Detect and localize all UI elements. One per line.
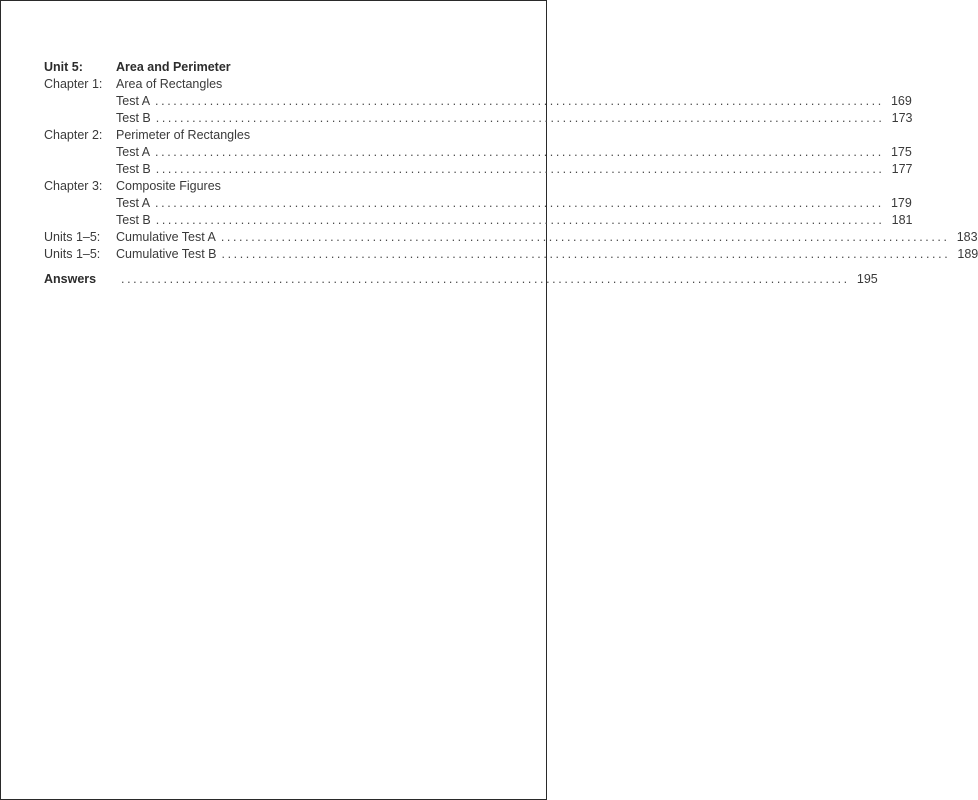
dot-leader: ........................................................................................................................ [155, 162, 885, 176]
page-number: 179 [890, 196, 912, 210]
dot-leader: ........................................................................................................................ [155, 196, 884, 210]
chapter-title: Perimeter of Rectangles [116, 128, 251, 142]
entry-name: Test B [116, 111, 151, 125]
unit-heading [44, 59, 489, 76]
dot-leader: ........................................................................................................................ [155, 94, 884, 108]
entry-name: Test B [116, 162, 151, 176]
table-of-contents [44, 59, 978, 288]
page-number: 169 [890, 94, 912, 108]
entry-name: Cumulative Test B [116, 247, 217, 261]
toc-entry [44, 212, 913, 229]
toc-entry [44, 195, 912, 212]
toc-entry [44, 93, 912, 110]
entry-name: Test A [116, 196, 151, 210]
toc-entry [44, 161, 913, 178]
entry-name: Test B [116, 213, 151, 227]
units-label: Units 1–5: [44, 247, 101, 261]
page-number: 177 [891, 162, 913, 176]
chapter-heading [44, 76, 489, 93]
units-label: Units 1–5: [44, 230, 101, 244]
chapter-heading [44, 178, 489, 195]
dot-leader: ........................................................................................................................ [155, 145, 884, 159]
cumulative-entry [44, 229, 978, 246]
cumulative-entry [44, 246, 978, 263]
entry-name: Cumulative Test A [116, 230, 216, 244]
page-number: 173 [891, 111, 913, 125]
entry-name: Test A [116, 94, 151, 108]
answers-entry [44, 271, 878, 288]
dot-leader: ........................................................................................................................ [121, 272, 850, 286]
page-number: 181 [891, 213, 913, 227]
chapter-title: Area of Rectangles [116, 77, 223, 91]
dot-leader: ........................................................................................................................ [221, 247, 951, 261]
page-number: 175 [890, 145, 912, 159]
dot-leader: ........................................................................................................................ [155, 213, 885, 227]
chapter-label: Chapter 1: [44, 77, 103, 91]
answers-label: Answers [44, 272, 97, 286]
page-number: 195 [856, 272, 878, 286]
chapter-heading [44, 127, 489, 144]
unit-title: Area and Perimeter [116, 60, 231, 74]
chapter-title: Composite Figures [116, 179, 221, 193]
page-number: 183 [956, 230, 978, 244]
dot-leader: ........................................................................................................................ [220, 230, 950, 244]
chapter-label: Chapter 3: [44, 179, 103, 193]
dot-leader: ........................................................................................................................ [155, 111, 885, 125]
toc-entry [44, 110, 913, 127]
unit-label: Unit 5: [44, 60, 83, 74]
toc-entry [44, 144, 912, 161]
chapter-label: Chapter 2: [44, 128, 103, 142]
entry-name: Test A [116, 145, 151, 159]
page-number: 189 [957, 247, 978, 261]
